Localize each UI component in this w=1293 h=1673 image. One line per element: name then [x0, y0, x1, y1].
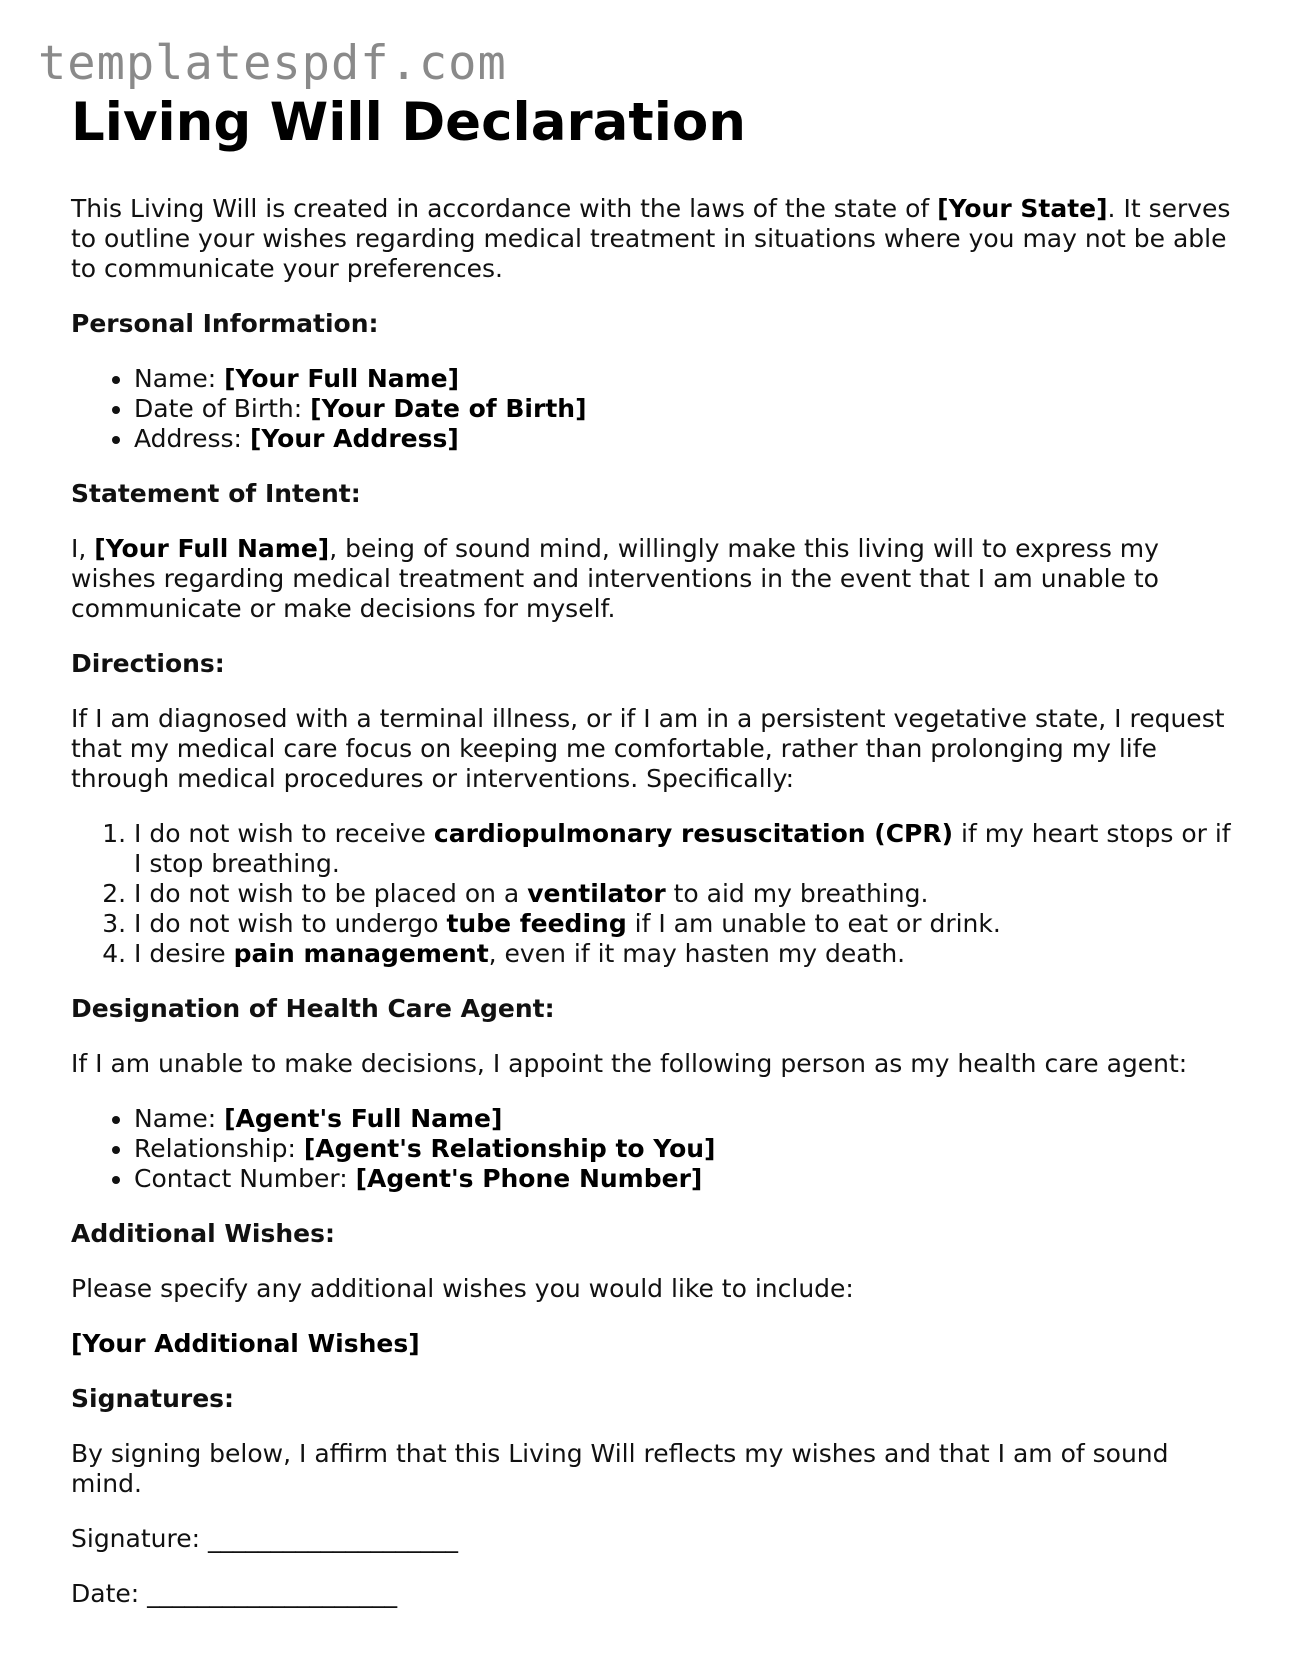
- list-item: [134, 939, 1231, 969]
- item-emphasis: cardiopulmonary resuscitation (CPR): [433, 819, 954, 848]
- date-line: Date: ____________________: [71, 1579, 398, 1608]
- item-text: if my heart stops or if I stop breathing.: [134, 819, 1231, 878]
- directions-list: [71, 819, 1231, 969]
- list-item: [134, 1104, 1231, 1134]
- item-label: Contact Number:: [134, 1164, 356, 1193]
- item-emphasis: pain management: [233, 939, 489, 968]
- intro-text-start: This Living Will is created in accordance with the laws of the state of: [71, 194, 938, 223]
- item-text: , even if it may hasten my death.: [488, 939, 906, 968]
- intent-paragraph: [71, 534, 1231, 624]
- list-item: [134, 1164, 1231, 1194]
- item-text: I do not wish to be placed on a: [134, 879, 528, 908]
- item-value: [Your Address]: [249, 424, 459, 453]
- list-item: [134, 879, 1231, 909]
- item-text: I do not wish to undergo: [134, 909, 447, 938]
- list-item: [134, 394, 1231, 424]
- item-text: to aid my breathing.: [665, 879, 929, 908]
- item-emphasis: tube feeding: [446, 909, 627, 938]
- signatures-heading: Signatures:: [71, 1384, 235, 1413]
- intent-heading: Statement of Intent:: [71, 479, 361, 508]
- item-value: [Agent's Full Name]: [224, 1104, 503, 1133]
- list-item: [134, 1134, 1231, 1164]
- item-label: Name:: [134, 364, 225, 393]
- item-label: Relationship:: [134, 1134, 304, 1163]
- agent-heading: Designation of Health Care Agent:: [71, 994, 555, 1023]
- list-item: [134, 424, 1231, 454]
- item-value: [Agent's Relationship to You]: [303, 1134, 716, 1163]
- document: [71, 88, 1231, 1634]
- item-label: Address:: [134, 424, 250, 453]
- item-text: I desire: [134, 939, 234, 968]
- item-value: [Your Date of Birth]: [310, 394, 587, 423]
- item-label: Date of Birth:: [134, 394, 311, 423]
- wishes-placeholder: [Your Additional Wishes]: [71, 1329, 420, 1358]
- name-placeholder: [Your Full Name]: [94, 534, 330, 563]
- agent-paragraph: If I am unable to make decisions, I appoint the following person as my health care agent:: [71, 1049, 1188, 1078]
- watermark: templatespdf.com: [38, 36, 507, 91]
- document-title: Living Will Declaration: [71, 92, 747, 153]
- directions-paragraph: If I am diagnosed with a terminal illness, or if I am in a persistent vegetative state, I request that my medical care focus on keeping me comfortable, rather than prolonging my life through medical procedures or interventions. Specifically:: [71, 704, 1225, 793]
- item-label: Name:: [134, 1104, 225, 1133]
- signatures-paragraph: By signing below, I affirm that this Living Will reflects my wishes and that I am of sound mind.: [71, 1439, 1169, 1498]
- list-item: [134, 364, 1231, 394]
- item-text: if I am unable to eat or drink.: [626, 909, 1001, 938]
- personal-info-list: [71, 364, 1231, 454]
- item-emphasis: ventilator: [527, 879, 666, 908]
- intro-paragraph: [71, 194, 1231, 284]
- directions-heading: Directions:: [71, 649, 225, 678]
- agent-info-list: [71, 1104, 1231, 1194]
- intro-text-end: . It serves to outline your wishes regarding medical treatment in situations where you may not be able to communicate your preferences.: [71, 194, 1231, 283]
- personal-info-heading: Personal Information:: [71, 309, 379, 338]
- additional-wishes-heading: Additional Wishes:: [71, 1219, 336, 1248]
- list-item: [134, 819, 1231, 879]
- item-value: [Your Full Name]: [224, 364, 460, 393]
- item-value: [Agent's Phone Number]: [355, 1164, 703, 1193]
- intent-text-end: , being of sound mind, willingly make this living will to express my wishes regarding medical treatment and interventions in the event that I am unable to communicate or make decisions for myself.: [71, 534, 1159, 623]
- additional-wishes-placeholder: [71, 1329, 1231, 1359]
- item-text: I do not wish to receive: [134, 819, 434, 848]
- intent-text-start: I,: [71, 534, 95, 563]
- state-placeholder: [Your State]: [937, 194, 1108, 223]
- list-item: [134, 909, 1231, 939]
- signature-line: Signature: ____________________: [71, 1524, 458, 1553]
- additional-wishes-paragraph: Please specify any additional wishes you would like to include:: [71, 1274, 854, 1303]
